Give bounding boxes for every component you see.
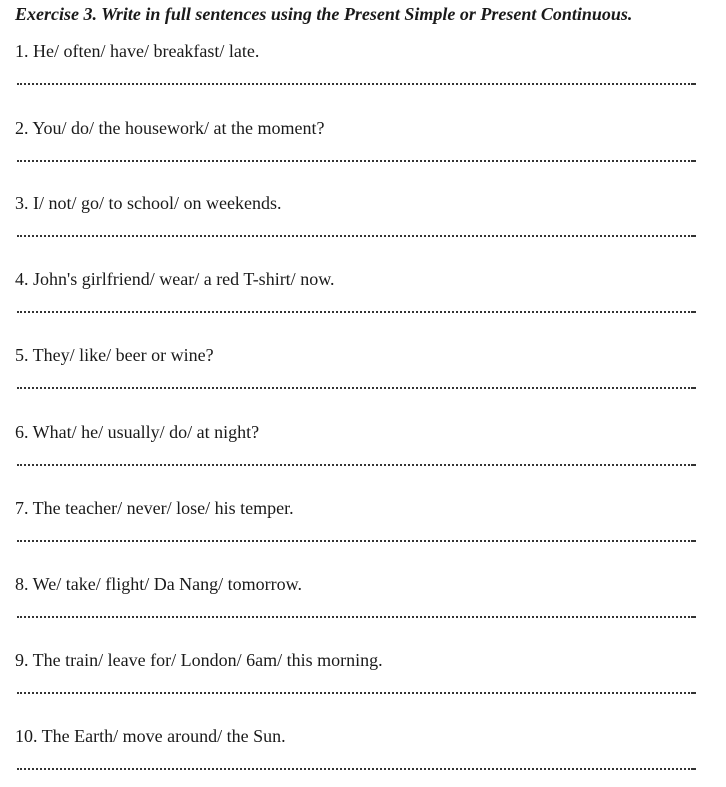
answer-line[interactable] — [17, 311, 693, 313]
item-prompt: 5. They/ like/ beer or wine? — [15, 345, 214, 365]
item-prompt: 8. We/ take/ flight/ Da Nang/ tomorrow. — [15, 574, 302, 594]
item-prompt: 10. The Earth/ move around/ the Sun. — [15, 726, 286, 746]
answer-line[interactable] — [17, 83, 693, 85]
exercise-item-4 — [15, 268, 715, 290]
answer-line[interactable] — [17, 616, 693, 618]
exercise-item-5 — [15, 344, 715, 366]
answer-line[interactable] — [17, 387, 693, 389]
item-prompt: 2. You/ do/ the housework/ at the moment? — [15, 118, 325, 138]
exercise-title: Exercise 3. Write in full sentences using the Present Simple or Present Continuous. — [15, 4, 633, 24]
item-prompt: 3. I/ not/ go/ to school/ on weekends. — [15, 193, 282, 213]
exercise-item-2 — [15, 117, 715, 139]
item-prompt: 6. What/ he/ usually/ do/ at night? — [15, 422, 260, 442]
exercise-item-6 — [15, 421, 715, 443]
answer-line[interactable] — [17, 235, 693, 237]
answer-line[interactable] — [17, 160, 693, 162]
item-prompt: 7. The teacher/ never/ lose/ his temper. — [15, 498, 294, 518]
answer-line[interactable] — [17, 464, 693, 466]
item-prompt: 1. He/ often/ have/ breakfast/ late. — [15, 41, 260, 61]
answer-line[interactable] — [17, 692, 693, 694]
exercise-item-7 — [15, 497, 715, 519]
exercise-item-10 — [15, 725, 715, 747]
exercise-item-3 — [15, 192, 715, 214]
exercise-item-8 — [15, 573, 715, 595]
exercise-item-9 — [15, 649, 715, 671]
answer-line[interactable] — [17, 540, 693, 542]
exercise-item-1 — [15, 40, 715, 62]
item-prompt: 4. John's girlfriend/ wear/ a red T-shirt/ now. — [15, 269, 335, 289]
answer-line[interactable] — [17, 768, 693, 770]
item-prompt: 9. The train/ leave for/ London/ 6am/ this morning. — [15, 650, 383, 670]
